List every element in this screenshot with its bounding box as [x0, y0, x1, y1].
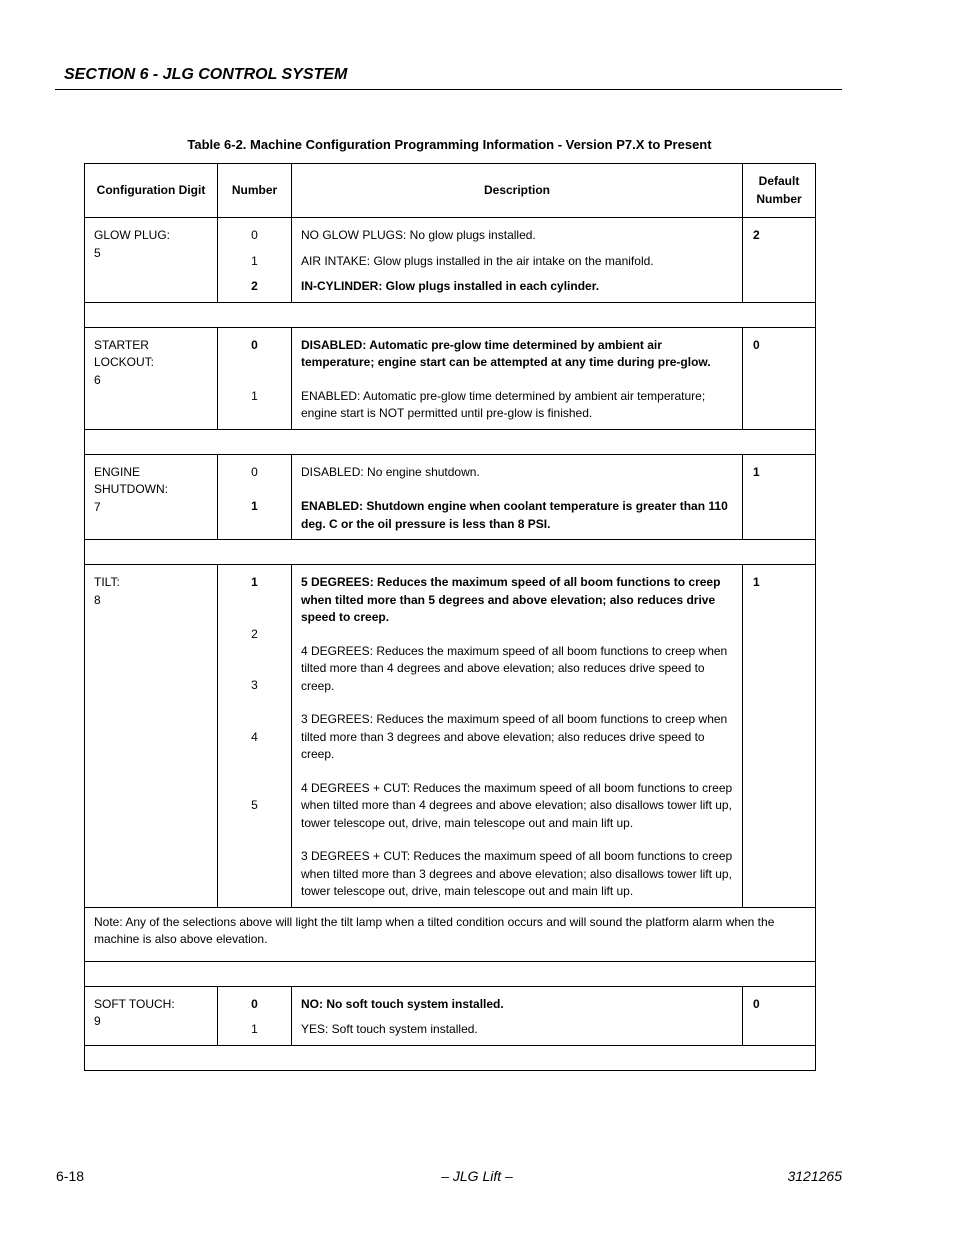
config-digit-cell [85, 327, 218, 429]
spacer-row [85, 961, 816, 986]
config-digit: 9 [94, 1014, 101, 1028]
option-description: AIR INTAKE: Glow plugs installed in the air intake on the manifold. [301, 253, 654, 268]
default-number: 1 [743, 565, 816, 908]
spacer-row [85, 1045, 816, 1070]
config-digit: 5 [94, 245, 101, 260]
option-number: 1 [251, 253, 258, 268]
option-description: NO GLOW PLUGS: No glow plugs installed. [301, 228, 536, 242]
default-number: 0 [743, 986, 816, 1045]
column-header-number: Number [218, 164, 292, 218]
option-description: DISABLED: Automatic pre-glow time determined by ambient air temperature; engine start can be attempted at any time during pre-glow. [301, 337, 711, 369]
spacer-row [85, 540, 816, 565]
number-cell [218, 454, 292, 540]
option-number: 1 [251, 389, 258, 403]
option-description: ENABLED: Automatic pre-glow time determined by ambient air temperature; engine start is NOT permitted until pre-glow is finished. [301, 388, 706, 420]
number-cell [218, 565, 292, 908]
option-description: IN-CYLINDER: Glow plugs installed in each cylinder. [301, 279, 600, 293]
option-number: 1 [251, 1022, 258, 1036]
option-description: 3 DEGREES + CUT: Reduces the maximum speed of all boom functions to creep when tilted more than 3 degrees and above elevation; also disallows tower lift up, tower telescope out, drive, main telescope out and main lift up. [301, 849, 733, 898]
description-cell [292, 454, 743, 540]
config-digit-cell [85, 565, 218, 908]
footer-brand: – JLG Lift – [441, 1168, 513, 1184]
option-number: 0 [251, 996, 258, 1011]
column-header-description: Description [292, 164, 743, 218]
option-description: 5 DEGREES: Reduces the maximum speed of all boom functions to creep when tilted more than 5 degrees and above elevation; also reduces drive speed to creep. [301, 575, 721, 624]
option-description: ENABLED: Shutdown engine when coolant temperature is greater than 110 deg. C or the oil pressure is less than 8 PSI. [301, 499, 728, 531]
description-cell [292, 218, 743, 303]
spacer-row [85, 302, 816, 327]
config-label: GLOW PLUG: [94, 228, 171, 242]
config-digit: 8 [94, 592, 101, 607]
config-digit-cell [85, 986, 218, 1045]
table-header-row [85, 164, 816, 218]
config-digit-cell [85, 218, 218, 303]
table-row-glow-plug [85, 218, 816, 303]
config-label: TILT: [94, 575, 120, 589]
document-number: 3121265 [787, 1168, 842, 1184]
option-number: 0 [251, 464, 258, 479]
option-number: 4 [251, 729, 258, 744]
option-description: YES: Soft touch system installed. [301, 1022, 478, 1036]
option-description: 4 DEGREES + CUT: Reduces the maximum speed of all boom functions to creep when tilted more than 4 degrees and above elevation; also disallows tower lift up, tower telescope out, drive, main telescope out and main lift up. [301, 780, 733, 830]
option-number: 1 [251, 575, 258, 589]
tilt-note: Note: Any of the selections above will light the tilt lamp when a tilted condition occurs and will sound the platform alarm when the machine is also above elevation. [85, 907, 816, 961]
header-rule [55, 89, 842, 90]
option-description: NO: No soft touch system installed. [301, 996, 504, 1011]
configuration-table [84, 163, 816, 1071]
table-row-soft-touch [85, 986, 816, 1045]
config-digit: 7 [94, 499, 101, 514]
default-number: 2 [743, 218, 816, 303]
default-header-line1: Default [758, 174, 800, 188]
number-cell [218, 986, 292, 1045]
option-description: DISABLED: No engine shutdown. [301, 464, 480, 479]
description-cell [292, 986, 743, 1045]
table-title: Table 6-2. Machine Configuration Programming Information - Version P7.X to Present [187, 137, 712, 152]
option-number: 0 [251, 337, 258, 352]
option-description: 4 DEGREES: Reduces the maximum speed of all boom functions to creep when tilted more than 4 degrees and above elevation; also reduces drive speed to creep. [301, 643, 728, 693]
option-description: 3 DEGREES: Reduces the maximum speed of all boom functions to creep when tilted more than 3 degrees and above elevation; also reduces drive speed to creep. [301, 712, 728, 761]
default-number: 1 [743, 454, 816, 540]
table-row-starter-lockout [85, 327, 816, 429]
option-number: 2 [251, 279, 258, 293]
option-number: 2 [251, 626, 258, 641]
option-number: 3 [251, 678, 258, 692]
table-row-tilt-note [85, 907, 816, 961]
option-number: 0 [251, 228, 258, 242]
table-row-tilt [85, 565, 816, 908]
page-number: 6-18 [56, 1168, 85, 1184]
table-row-engine-shutdown [85, 454, 816, 540]
config-label: SOFT TOUCH: [94, 996, 175, 1011]
number-cell [218, 218, 292, 303]
spacer-row [85, 429, 816, 454]
number-cell [218, 327, 292, 429]
default-header-line2: Number [756, 191, 802, 206]
config-digit-cell [85, 454, 218, 540]
config-label: ENGINE SHUTDOWN: [94, 464, 168, 496]
option-number: 5 [251, 798, 258, 812]
config-label: STARTER LOCKOUT: [94, 337, 155, 369]
column-header-default [743, 164, 816, 218]
default-number: 0 [743, 327, 816, 429]
description-cell [292, 565, 743, 908]
section-header: SECTION 6 - JLG CONTROL SYSTEM [64, 66, 348, 83]
column-header-digit: Configuration Digit [85, 164, 218, 218]
config-digit: 6 [94, 372, 101, 387]
option-number: 1 [251, 499, 258, 513]
description-cell [292, 327, 743, 429]
